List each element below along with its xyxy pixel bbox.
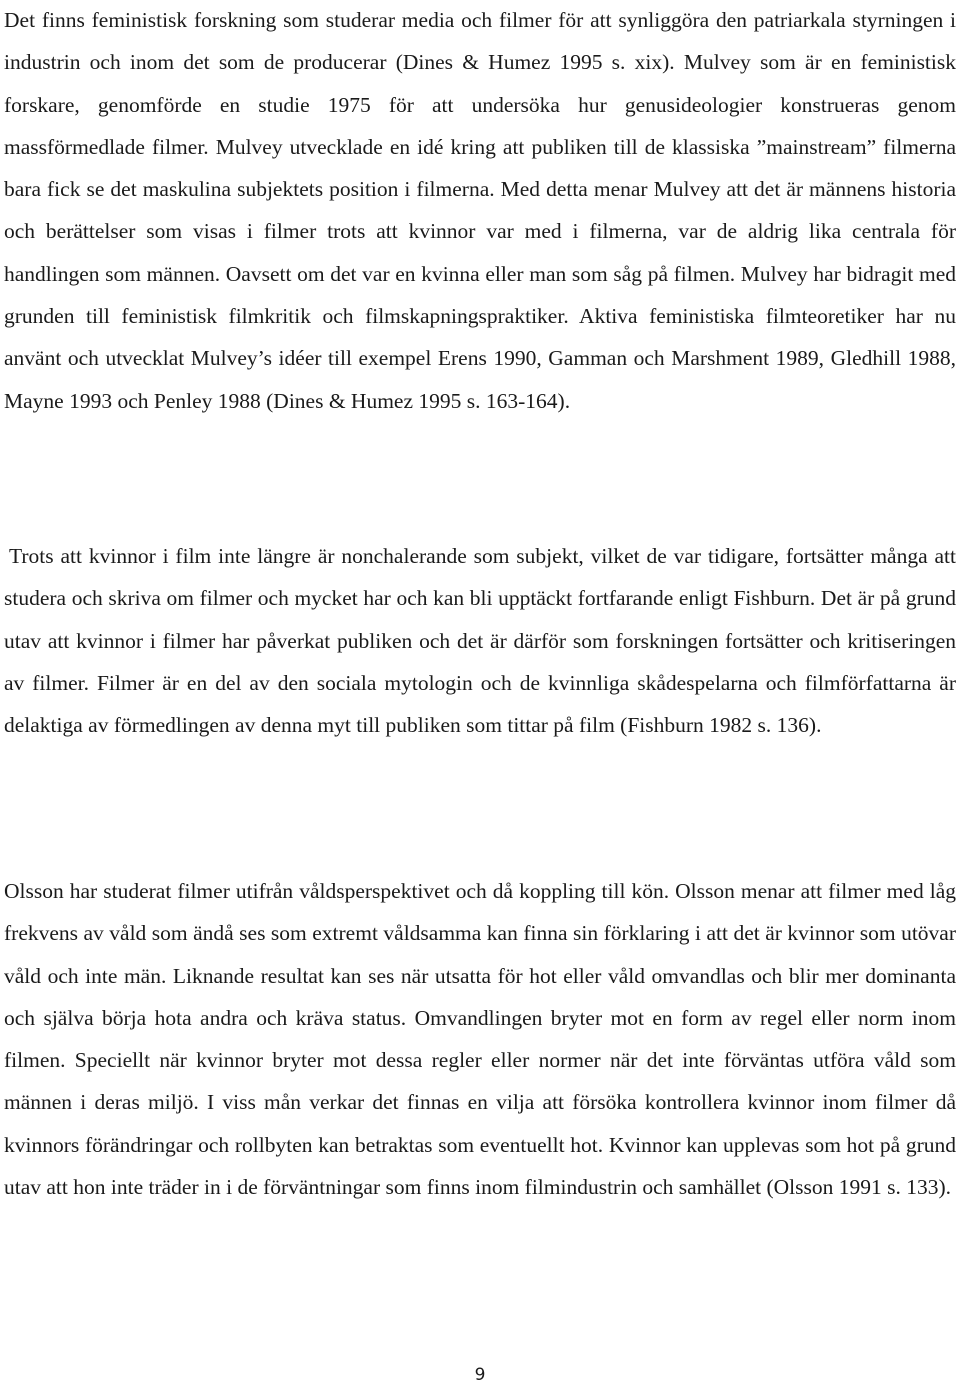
body-paragraph-3: Olsson har studerat filmer utifrån våldsperspektivet och då koppling till kön. Olsson menar att filmer med låg frekvens av våld som ändå ses som extremt våldsamma kan finna sin förklaring i att det är kvinnor som utövar våld och inte män. Liknande resultat kan ses när utsatta för hot eller våld omvandlas och blir mer dominanta och själva börja hota andra och kräva status. Omvandlingen bryter mot en form av regel eller norm inom filmen. Speciellt när kvinnor bryter mot dessa regler eller normer när det inte förväntas utföra våld som männen i deras miljö. I viss mån verkar det finnas en vilja att försöka kontrollera kvinnor inom filmer då kvinnors förändringar och rollbyten kan betraktas som eventuellt hot. Kvinnor kan upplevas som hot på grund utav att hon inte träder in i de förväntningar som finns inom filmindustrin och samhället (Olsson 1991 s. 133). xyxy=(4,879,956,1200)
body-paragraph-1: Det finns feministisk forskning som studerar media och filmer för att synliggöra den patriarkala styrningen i industrin och inom det som de producerar (Dines & Humez 1995 s. xix). Mulvey som är en feministisk forskare, genomförde en studie 1975 för att undersöka hur genusideologier konstrueras genom massförmedlade filmer. Mulvey utvecklade en idé kring att publiken till de klassiska ”mainstream” filmerna bara fick se det maskulina subjektets position i filmerna. Med detta menar Mulvey att det är männens historia och berättelser som visas i filmer trots att kvinnor var med i filmerna, var de aldrig lika centrala för handlingen som männen. Oavsett om det var en kvinna eller man som såg på filmen. Mulvey har bidragit med grunden till feministisk filmkritik och filmskapningspraktiker. Aktiva feministiska filmteoretiker har nu använt och utvecklat Mulvey’s idéer till exempel Erens 1990, Gamman och Marshment 1989, Gledhill 1988, Mayne 1993 och Penley 1988 (Dines & Humez 1995 s. 163-164). xyxy=(4,8,956,413)
body-paragraph-2: Trots att kvinnor i film inte längre är nonchalerande som subjekt, vilket de var tidigare, fortsätter många att studera och skriva om filmer och mycket har och kan bli upptäckt fortfarande enligt Fishburn. Det är på grund utav att kvinnor i filmer har påverkat publiken och det är därför som forskningen fortsätter och kritiseringen av filmer. Filmer är en del av den sociala mytologin och de kvinnliga skådespelarna och filmförfattarna är delaktiga av förmedlingen av denna myt till publiken som tittar på film (Fishburn 1982 s. 136). xyxy=(4,544,956,738)
page-number: 9 xyxy=(474,1365,486,1385)
